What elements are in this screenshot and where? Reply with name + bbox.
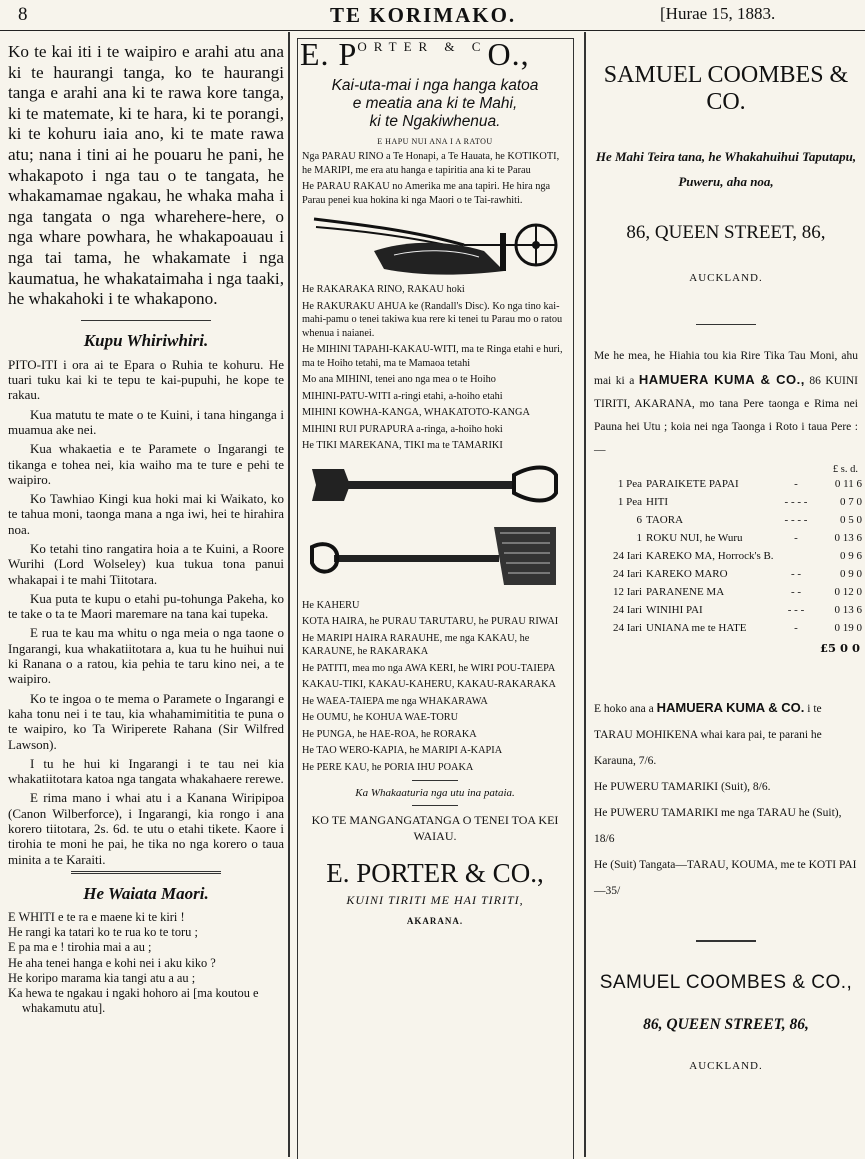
plough-illustration [304, 211, 566, 281]
porter-subtitle [292, 77, 578, 131]
porter-subtitle-line: e meatia ana ki te Mahi, [352, 95, 518, 112]
price-item: TAORA [646, 514, 684, 526]
offer-pre: Me he mea, he Hiahia tou kia Rire Tika Tau Moni, ahu mai ki a [594, 350, 858, 387]
porter-footer-name: E. PORTER & CO., [326, 858, 544, 888]
clothing-post: i te TARAU MOHIKENA whai kara pai, te parani he Karauna, 7/6. [594, 703, 822, 767]
clothing-pre: E hoko ana a [594, 703, 657, 715]
price-row [590, 511, 862, 529]
divider [696, 940, 756, 942]
price-qty: 1 [636, 532, 642, 544]
coombes-offer-text [594, 345, 858, 462]
price-row [590, 493, 862, 511]
porter-item: He TIKI MAREKANA, TIKI ma te TAMARIKI [302, 440, 503, 451]
news-paragraph: Ko tetahi tino rangatira hoia a te Kuini, a Roore Wurihi (Lord Wolseley) kua tukua tona panui whakapai i te mahi Tiitotara. [8, 540, 284, 587]
divider [412, 805, 458, 806]
news-paragraph: E rua te kau ma whitu o nga meia o nga taone o Ingarangi, kua whakatiitotara a, kua tu he huihui nui ki Ranana o a ratou, kia pehia te taru kino nei, a te waipiro. [8, 625, 284, 687]
coombes-clothing-text [594, 695, 858, 904]
porter-footer-street: KUINI TIRITI ME HAI TIRITI, [346, 893, 524, 907]
price-leader: - - [790, 568, 802, 580]
price-row [590, 475, 862, 493]
coombes-address-2: 86, QUEEN STREET, 86, [643, 1016, 809, 1033]
price-item: HITI [646, 496, 668, 508]
porter-item: He KAHERU [302, 599, 360, 611]
poem-line: He rangi ka tatari ko te rua ko te toru ; [8, 925, 198, 940]
price-table [590, 475, 862, 637]
poem-line: He koripo marama kia tangi atu a au ; [8, 970, 196, 985]
coombes-address: 86, QUEEN STREET, 86, [626, 222, 826, 243]
news-paragraph: Kua puta te kupu o etahi pu-tohunga Pakeha, ko te take o ta te Maori maremare na tana kai tupeka. [8, 590, 284, 622]
clothing-lines [594, 774, 858, 904]
column-coombes-advert [590, 32, 862, 1157]
price-item: ROKU NUI, he Wuru [646, 532, 743, 544]
price-leader: - [794, 532, 798, 544]
porter-head-end: O., [487, 36, 530, 72]
spade-shovel-illustration [304, 457, 566, 597]
poem-text [8, 910, 284, 1016]
porter-item: He OUMU, he KOHUA WAE-TORU [302, 712, 459, 723]
price-leader: - - - - [784, 496, 808, 508]
price-amount: 0 7 0 [840, 496, 862, 508]
column-left [8, 32, 284, 1157]
poem-section-title: He Waiata Maori. [83, 883, 209, 903]
divider [412, 780, 458, 781]
divider [696, 324, 756, 325]
price-leader: - [794, 478, 798, 490]
divider [81, 320, 211, 321]
porter-subtitle-line: ki te Ngakiwhenua. [369, 113, 501, 130]
porter-shop-note: KO TE MANGANGATANGA O TENEI TOA KEI WAIAU. [311, 813, 559, 843]
porter-items-mid [292, 283, 578, 453]
divider [71, 871, 221, 874]
porter-item: He TAO WERO-KAPIA, he MARIPI A-KAPIA [302, 745, 503, 756]
price-qty: 24 Iari [612, 550, 642, 562]
newspaper-title: TE KORIMAKO. [330, 3, 517, 27]
page-number: 8 [18, 4, 28, 25]
price-amount: 0 13 6 [834, 532, 862, 544]
porter-items-bottom [292, 599, 578, 775]
porter-items-top [292, 150, 578, 207]
porter-item: Mo ana MIHINI, tenei ano nga mea o te Hoiho [302, 374, 496, 385]
coombes-heading: SAMUEL COOMBES & CO. [603, 62, 849, 115]
porter-footer-city: AKARANA. [406, 916, 464, 926]
poem-line: E WHITI e te ra e maene ki te kiri ! [8, 909, 185, 924]
price-row [590, 619, 862, 637]
price-amount: 0 19 0 [834, 622, 862, 634]
price-qty: 12 Iari [612, 586, 642, 598]
price-amount: 0 9 0 [840, 568, 862, 580]
coombes-city-2: AUCKLAND. [689, 1060, 763, 1072]
clothing-company: HAMUERA KUMA & CO. [656, 700, 805, 715]
offer-company: HAMUERA KUMA & CO., [638, 372, 805, 387]
price-row [590, 601, 862, 619]
news-paragraph: Ko Tawhiao Kingi kua hoki mai ki Waikato, ko te tahua moni, taonga mana a nga iwi, hei te hirahira noa. [8, 491, 284, 537]
poem-line: Ka hewa te ngakau i ngaki hohoro ai [ma koutou e whakamutu atu]. [8, 985, 259, 1016]
porter-item: MIHINI-PATU-WITI a-ringi etahi, a-hoiho etahi [302, 390, 503, 402]
news-paragraph: Kua whakaetia e te Paramete o Ingarangi te tikanga e tohea nei, kia waiho ma te ture e pehi te waipiro. [8, 441, 284, 487]
price-total: £5 0 0 [819, 641, 860, 655]
clothing-line: He (Suit) Tangata—TARAU, KOUMA, me te KOTI PAI—35/ [594, 859, 857, 897]
price-item: WINIHI PAI [646, 604, 703, 616]
coombes-tagline: He Mahi Teira tana, he Whakahuihui Taputapu, Puweru, aha noa, [595, 149, 857, 189]
porter-tagline: E HAPU NUI ANA I A RATOU [377, 137, 493, 146]
porter-head-small: ORTER & C [357, 39, 488, 54]
clothing-line: He PUWERU TAMARIKI me nga TARAU he (Suit), 18/6 [594, 807, 842, 845]
news-paragraph: PITO-ITI i ora ai te Epara o Ruhia te kohuru. He tuari tuku kai ki te tepu te kai-pupuhi, he kope te rakau. [8, 356, 284, 403]
porter-item: He MARIPI HAIRA RARAUHE, me nga KAKAU, he KARAUNE, he RAKARAKA [302, 632, 530, 657]
porter-item: Nga PARAU RINO a Te Honapi, a Te Hauata, he KOTIKOTI, he MARIPI, me era atu hanga e tapiritia ana ki te Parau [302, 151, 560, 176]
price-qty: 1 Pea [617, 496, 642, 508]
price-item: KAREKO MA, Horrock's B. [646, 550, 774, 562]
coombes-city: AUCKLAND. [689, 272, 763, 284]
issue-date: [Hurae 15, 1883. [660, 4, 776, 23]
temperance-intro: Ko te kai iti i te waipiro e arahi atu ana ki te haurangi tanga, ko te haurangi tanga e arahi ana ki te rawa kore tanga, ki te matemate, ki te hara, ki te porangi, ki te kohuru iaia ano, ki te mate rawa atu; nana i tini ai he pouaru he pani, he whakapoto i nga tau o te tangata, he whakamamae ngakau, he whaka maha i nga tangata o nga wharehere-here, o nga whare powhara, he whakapoauau i nga tai tama, he whakamate i nga kaumatua, he whakataimaha i nga taaki, he whakahoki i te whakapono. [8, 42, 284, 309]
price-qty: 24 Iari [612, 568, 642, 580]
column-divider [584, 32, 586, 1157]
news-paragraph: E rima mano i whai atu i a Kanana Wiripipoa (Canon Wilberforce), i Ingarangi, kia rongo i ana korero tiitotara, 2s. 6d. te utu o etahi tikete. Kaore i tirohia te moni he pai, he tika no nga korero o taua minita a te Karaiti. [8, 790, 284, 867]
price-leader: - [794, 622, 798, 634]
price-amount: 0 9 6 [840, 550, 862, 562]
coombes-heading-2: SAMUEL COOMBES & CO., [599, 972, 853, 993]
poem-line: He aha tenei hanga e kohi nei i aku kiko ? [8, 955, 216, 970]
price-qty: 24 Iari [612, 622, 642, 634]
price-item: PARANENE MA [646, 586, 725, 598]
price-amount: 0 12 0 [834, 586, 862, 598]
porter-item: He PERE KAU, he PORIA IHU POAKA [302, 761, 474, 773]
poem-line: E pa ma e ! tirohia mai a au ; [8, 940, 152, 955]
column-porter-advert [292, 32, 578, 1157]
news-paragraph: I tu he hui ki Ingarangi i te tau nei kia whakatiitotara katoa nga tangata whakahaere rerewe. [8, 755, 284, 787]
price-item: PARAIKETE PAPAI [646, 478, 739, 490]
price-amount: 0 11 6 [834, 478, 862, 490]
porter-item: He PATITI, mea mo nga AWA KERI, he WIRI POU-TAIEPA [302, 662, 556, 674]
price-amount: 0 13 6 [834, 604, 862, 616]
porter-item: He RAKARAKA RINO, RAKAU hoki [302, 284, 465, 295]
porter-item: He MIHINI TAPAHI-KAKAU-WITI, ma te Ringa etahi e huri, ma te Hoiho tetahi, ma te Mamaoa tetahi [302, 344, 563, 369]
news-section-title: Kupu Whiriwhiri. [83, 330, 209, 350]
price-leader: - - - [787, 604, 805, 616]
news-list [8, 357, 284, 867]
price-header: £ s. d. [832, 464, 858, 475]
porter-item: MIHINI KOWHA-KANGA, WHAKATOTO-KANGA [302, 407, 530, 418]
porter-item: KAKAU-TIKI, KAKAU-KAHERU, KAKAU-RAKARAKA [302, 679, 556, 690]
porter-item: KOTA HAIRA, he PURAU TARUTARU, he PURAU RIWAI [302, 616, 559, 627]
price-qty: 1 Pea [617, 478, 642, 490]
price-leader: - - - - [784, 514, 808, 526]
price-row [590, 565, 862, 583]
price-row [590, 547, 862, 565]
porter-item: He RAKURAKU AHUA ke (Randall's Disc). Ko nga tino kai-mahi-pamu o tenei takiwa kua rere ki tenei tu Parau mo o ratou whenua i naianei. [302, 300, 563, 339]
price-leader [776, 547, 816, 565]
porter-item: He WAEA-TAIEPA me nga WHAKARAWA [302, 695, 488, 707]
porter-price-note: Ka Whakaaturia nga utu ina pataia. [355, 787, 515, 799]
price-item: UNIANA me te HATE [646, 622, 747, 634]
porter-item: MIHINI RUI PURAPURA a-ringa, a-hoiho hoki [302, 423, 503, 435]
porter-item: He PUNGA, he HAE-ROA, he RORAKA [302, 728, 477, 740]
price-qty: 24 Iari [612, 604, 642, 616]
price-item: KAREKO MARO [646, 568, 728, 580]
offer-post: 86 KUINI TIRITI, AKARANA, mo tana Pere taonga e Rima nei Pauna hei Utu ; koia nei nga Taonga i Roto i taua Pere :— [594, 375, 858, 456]
price-row [590, 529, 862, 547]
price-amount: 0 5 0 [840, 514, 862, 526]
clothing-line: He PUWERU TAMARIKI (Suit), 8/6. [594, 781, 771, 793]
price-leader: - - [790, 586, 802, 598]
news-paragraph: Ko te ingoa o te mema o Paramete o Ingarangi e kaha tonu nei i te tau, kia whahamimititia te puna o te waipiro, ko Ta Wiriperete Rahana (Sir Wilfred Lawson). [8, 690, 284, 752]
porter-heading [300, 36, 578, 73]
price-qty: 6 [636, 514, 642, 526]
page-header [0, 0, 865, 31]
news-paragraph: Kua matutu te mate o te Kuini, i tana hinganga i muamua ake nei. [8, 406, 284, 437]
porter-item: He PARAU RAKAU no Amerika me ana tapiri. He hira nga Parau penei kua hokina ki nga Maori o te Tai-rawhiti. [302, 181, 551, 206]
column-divider [288, 32, 290, 1157]
porter-subtitle-line: Kai-uta-mai i nga hanga katoa [331, 77, 539, 94]
price-row [590, 583, 862, 601]
porter-head-main: E. P [300, 36, 358, 72]
